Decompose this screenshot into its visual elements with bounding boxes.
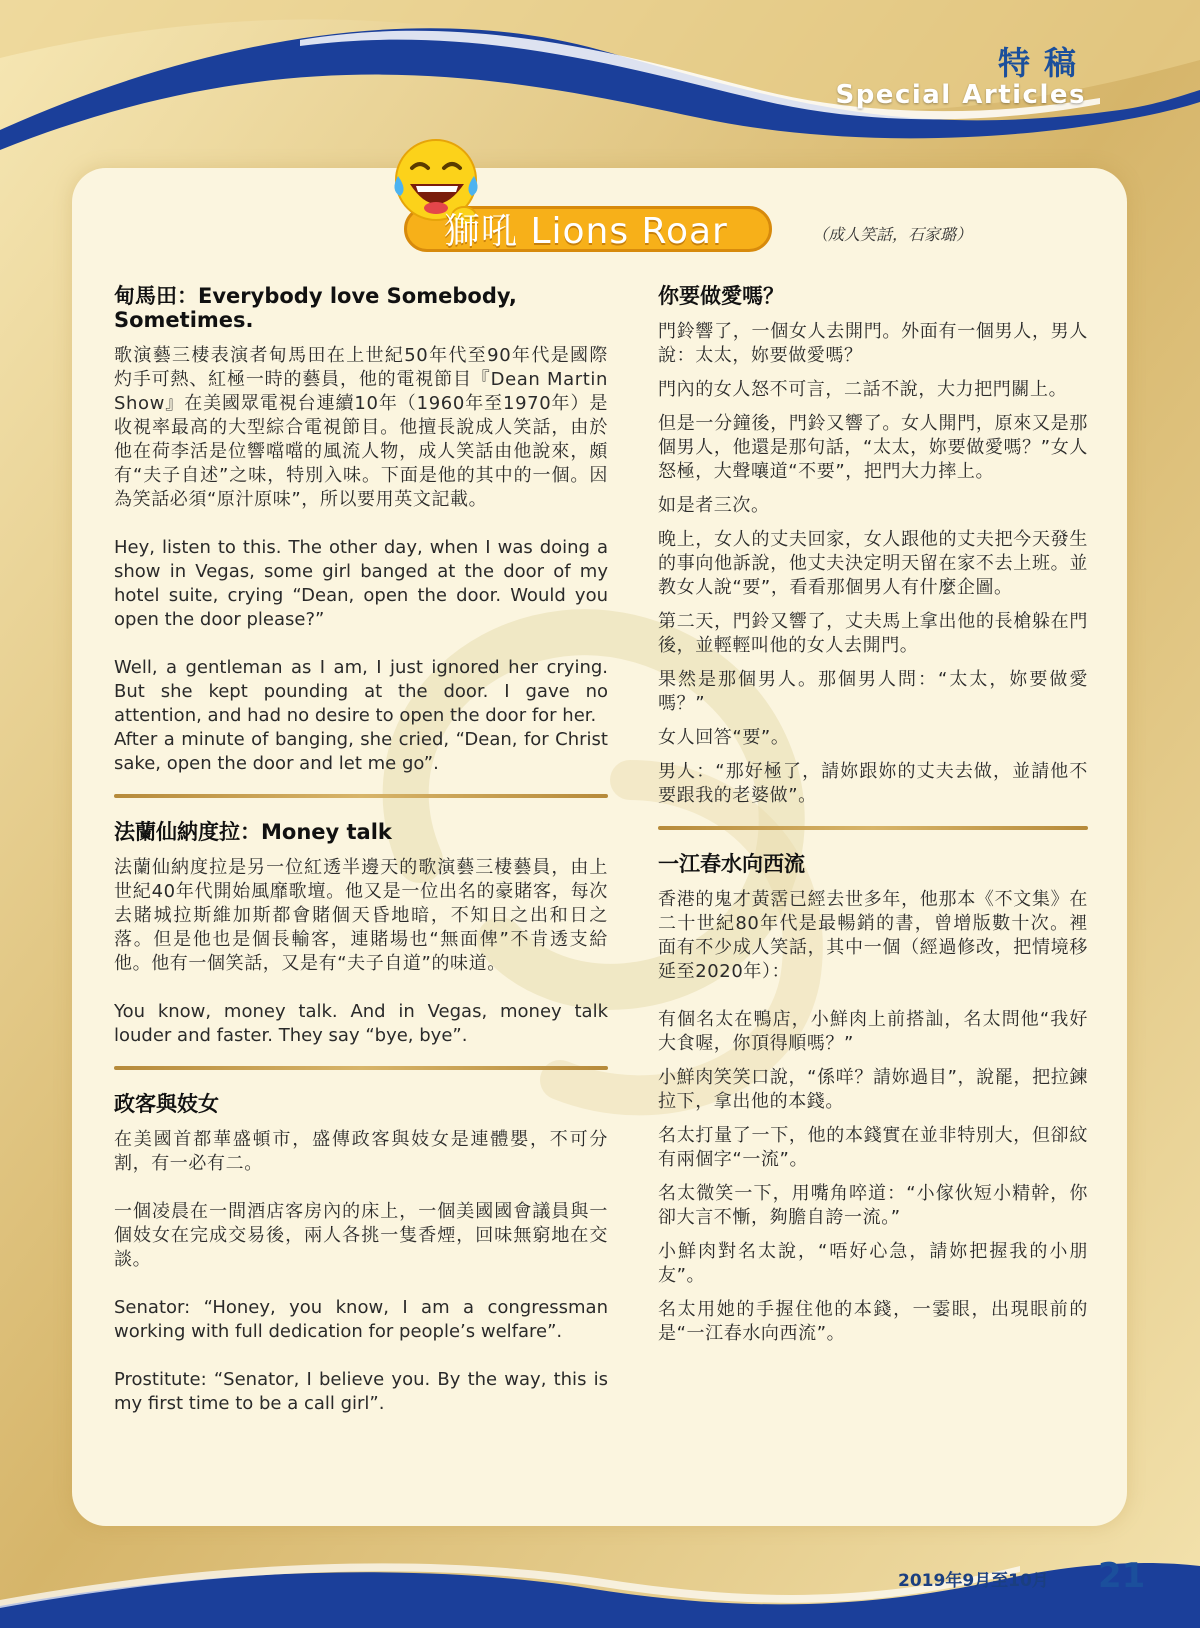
section-divider — [658, 826, 1088, 830]
section-title-english: Special Articles — [835, 80, 1086, 110]
logo-text: 獅吼 Lions Roar — [444, 211, 728, 252]
article-paragraph: 女人回答“要”。 — [658, 727, 790, 748]
article-heading: 政客與妓女 — [114, 1092, 219, 1116]
article-paragraph: 但是一分鐘後，門鈴又響了。女人開門，原來又是那個男人，他還是那句話，“太太，妳要做愛嗎？”女人怒極，大聲嚷道“不要”，把門大力摔上。 — [658, 413, 1088, 482]
article-heading: 甸馬田：Everybody love Somebody, Sometimes. — [114, 284, 517, 332]
article-paragraph: 晚上，女人的丈夫回家，女人跟他的丈夫把今天發生的事向他訴說，他丈夫決定明天留在家不去上班。並教女人說“要”，看看那個男人有什麼企圖。 — [658, 529, 1088, 598]
article-paragraph: 果然是那個男人。那個男人問：“太太，妳要做愛嗎？” — [658, 669, 1088, 714]
article-paragraph: 小鮮肉對名太說，“唔好心急，請妳把握我的小朋友”。 — [658, 1241, 1088, 1286]
right-column — [658, 284, 1088, 1356]
section-title-chinese: 特稿 — [997, 44, 1090, 82]
article-paragraph: Senator: “Honey, you know, I am a congressman working with full dedication for people’s welfare”. — [114, 1297, 608, 1342]
article-paragraph: 如是者三次。 — [658, 495, 770, 516]
article-paragraph: 小鮮肉笑笑口說，“係咩？請妳過目”，說罷，把拉鍊拉下，拿出他的本錢。 — [658, 1067, 1088, 1112]
article-paragraph: 有個名太在鴨店，小鮮肉上前搭訕，名太問他“我好大食喔，你頂得順嗎？” — [658, 1009, 1088, 1054]
issue-date: 2019年9月至10月 — [898, 1571, 1049, 1591]
article-paragraph: Well, a gentleman as I am, I just ignored her crying. But she kept pounding at the door. I gave no attention, and had no desire to open the door for her. — [114, 657, 608, 726]
article-paragraph: 歌演藝三棲表演者甸馬田在上世紀50年代至90年代是國際灼手可熱、紅極一時的藝員，他的電視節目『Dean Martin Show』在美國眾電視台連續10年（1960年至1970年）是收視率最高的大型綜合電視節目。他擅長說成人笑話，由於他在荷李活是位響噹噹的風流人物，成人笑話由他說來，頗有“夫子自述”之味，特別入味。下面是他的其中的一個。因為笑話必須“原汁原味”，所以要用英文記載。 — [114, 345, 608, 510]
article-paragraph: Hey, listen to this. The other day, when I was doing a show in Vegas, some girl banged at the door of my hotel suite, crying “Dean, open the door. Would you open the door please?” — [114, 537, 608, 630]
article-paragraph: 一個凌晨在一間酒店客房內的床上，一個美國國會議員與一個妓女在完成交易後，兩人各挑一隻香煙，回味無窮地在交談。 — [114, 1201, 608, 1270]
section-divider — [114, 1066, 608, 1070]
article-paragraph: 名太打量了一下，他的本錢實在並非特別大，但卻紋有兩個字“一流”。 — [658, 1125, 1088, 1170]
article-paragraph: 門內的女人怒不可言，二話不說，大力把門關上。 — [658, 379, 1068, 400]
lions-roar-logo — [384, 128, 784, 258]
article-paragraph: 第二天，門鈴又響了，丈夫馬上拿出他的長槍躲在門後，並輕輕叫他的女人去開門。 — [658, 611, 1088, 656]
article-heading: 法蘭仙納度拉：Money talk — [114, 820, 392, 844]
section-divider — [114, 794, 608, 798]
article-paragraph: You know, money talk. And in Vegas, money talk louder and faster. They say “bye, bye”. — [114, 1001, 608, 1046]
article-paragraph: Prostitute: “Senator, I believe you. By the way, this is my first time to be a call girl”. — [114, 1369, 608, 1414]
page-number: 21 — [1098, 1556, 1146, 1596]
article-paragraph: 名太用她的手握住他的本錢，一霎眼，出現眼前的是“一江春水向西流”。 — [658, 1299, 1088, 1344]
article-paragraph: 門鈴響了，一個女人去開門。外面有一個男人，男人說：太太，妳要做愛嗎？ — [658, 321, 1088, 366]
article-heading: 你要做愛嗎？ — [658, 284, 784, 308]
article-heading: 一江春水向西流 — [658, 852, 805, 876]
left-column — [114, 284, 608, 1426]
article-paragraph: 名太微笑一下，用嘴角啐道：“小傢伙短小精幹，你卻大言不慚，夠膽自誇一流。” — [658, 1183, 1088, 1228]
article-paragraph: 男人：“那好極了，請妳跟妳的丈夫去做，並請他不要跟我的老婆做”。 — [658, 761, 1088, 806]
author-credit: （成人笑話，石家璐） — [812, 225, 973, 244]
article-paragraph: 在美國首都華盛頓市，盛傳政客與妓女是連體嬰，不可分割，有一必有二。 — [114, 1129, 608, 1174]
article-paragraph: 法蘭仙納度拉是另一位紅透半邊天的歌演藝三棲藝員，由上世紀40年代開始風靡歌壇。他又是一位出名的豪賭客，每次去賭城拉斯維加斯都會賭個天昏地暗，不知日之出和日之落。但是他也是個長輸客，連賭場也“無面俾”不肯透支給他。他有一個笑話，又是有“夫子自道”的味道。 — [114, 857, 608, 974]
article-paragraph: After a minute of banging, she cried, “Dean, for Christ sake, open the door and let me go”. — [114, 729, 608, 774]
article-paragraph: 香港的鬼才黃霑已經去世多年，他那本《不文集》在二十世紀80年代是最暢銷的書，曾增版數十次。裡面有不少成人笑話，其中一個（經過修改，把情境移延至2020年）： — [658, 889, 1088, 982]
